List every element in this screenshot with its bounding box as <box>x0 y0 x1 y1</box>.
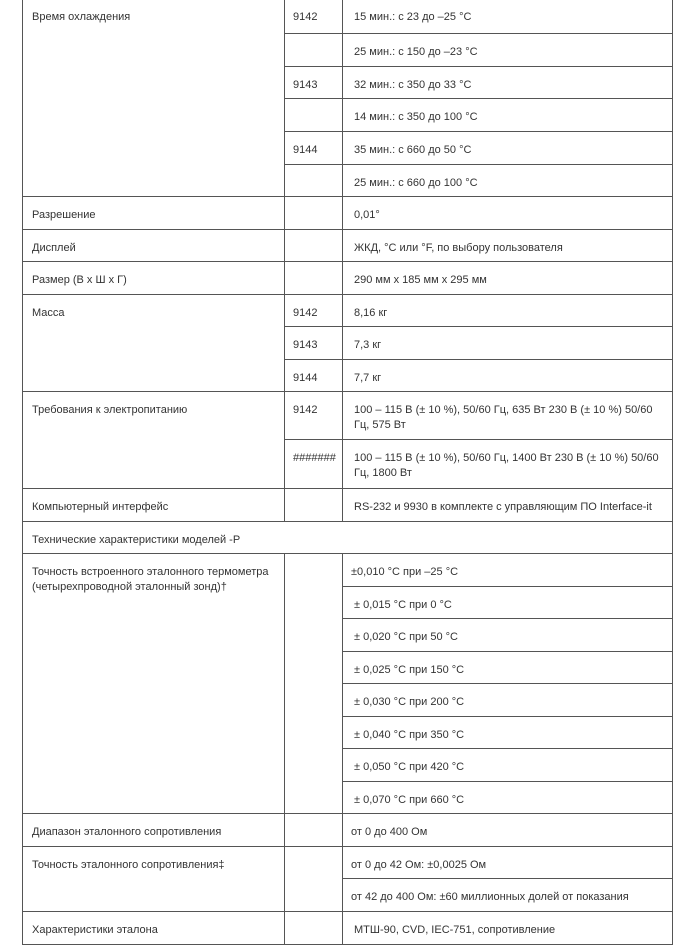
accuracy-value: ± 0,070 °C при 660 °C <box>354 794 465 806</box>
value-cell <box>343 34 673 67</box>
value-cell <box>343 0 673 34</box>
value-cell <box>343 912 673 945</box>
model-cell <box>285 34 343 67</box>
model-hash: ####### <box>293 452 336 464</box>
cooling-value: 32 мин.: с 350 до 33 °C <box>354 79 472 91</box>
mass-value: 7,7 кг <box>354 372 382 384</box>
label-cell <box>23 230 285 262</box>
model-9142: 9142 <box>293 404 318 416</box>
value-cell <box>343 879 673 912</box>
value-cell <box>343 327 673 360</box>
label-cell <box>23 262 285 295</box>
interface-label: Компьютерный интерфейс <box>32 501 169 513</box>
value-cell <box>343 782 673 814</box>
model-cell <box>285 554 343 814</box>
value-cell <box>343 67 673 99</box>
cooling-value: 14 мин.: с 350 до 100 °C <box>354 111 478 123</box>
table-row <box>23 392 673 440</box>
cooling-value: 25 мин.: с 150 до –23 °C <box>354 46 478 58</box>
size-value: 290 мм x 185 мм x 295 мм <box>354 274 487 286</box>
model-cell <box>285 230 343 262</box>
value-cell <box>343 587 673 619</box>
power-value: 100 – 115 В (± 10 %), 50/60 Гц, 1400 Вт 230 В (± 10 %) 50/60 Гц, 1800 Вт <box>354 452 659 479</box>
value-cell <box>343 262 673 295</box>
value-cell <box>343 440 673 489</box>
mass-value: 7,3 кг <box>354 339 382 351</box>
cooling-label-cell <box>23 0 285 197</box>
value-cell <box>343 165 673 197</box>
model-cell <box>285 392 343 440</box>
accuracy-value: ± 0,030 °C при 200 °C <box>354 696 465 708</box>
value-cell <box>343 392 673 440</box>
model-cell <box>285 262 343 295</box>
value-cell <box>343 295 673 327</box>
res-range-value: от 0 до 400 Ом <box>351 826 428 838</box>
model-cell <box>285 0 343 34</box>
table-row <box>23 814 673 847</box>
label-cell <box>23 814 285 847</box>
spec-table-wrapper <box>22 0 672 945</box>
accuracy-value: ±0,010 °C при –25 °C <box>351 566 459 578</box>
value-cell <box>343 814 673 847</box>
spec-table <box>22 0 673 945</box>
model-cell <box>285 440 343 489</box>
accuracy-value: ± 0,020 °C при 50 °C <box>354 631 458 643</box>
value-cell <box>343 360 673 392</box>
table-row <box>23 847 673 879</box>
label-cell <box>23 197 285 230</box>
mass-label: Масса <box>32 307 65 319</box>
value-cell <box>343 554 673 587</box>
res-accuracy-label: Точность эталонного сопротивления‡ <box>32 859 225 871</box>
table-row <box>23 230 673 262</box>
res-accuracy-label-cell <box>23 847 285 912</box>
value-cell <box>343 619 673 652</box>
ref-char-label: Характеристики эталона <box>32 924 158 936</box>
model-cell <box>285 67 343 99</box>
mass-label-cell <box>23 295 285 392</box>
accuracy-value: ± 0,025 °C при 150 °C <box>354 664 465 676</box>
label-cell <box>23 489 285 522</box>
value-cell <box>343 132 673 165</box>
value-cell <box>343 749 673 782</box>
ref-accuracy-label-cell <box>23 554 285 814</box>
model-9144: 9144 <box>293 144 318 156</box>
power-label-cell <box>23 392 285 489</box>
ref-char-value: МТШ-90, CVD, IEC-751, сопротивление <box>354 924 556 936</box>
model-9142: 9142 <box>293 307 318 319</box>
res-accuracy-value: от 0 до 42 Ом: ±0,0025 Ом <box>351 859 487 871</box>
table-row <box>23 522 673 554</box>
res-range-label: Диапазон эталонного сопротивления <box>32 826 222 838</box>
table-row <box>23 295 673 327</box>
cooling-value: 25 мин.: с 660 до 100 °C <box>354 177 478 189</box>
table-row <box>23 554 673 587</box>
table-row <box>23 262 673 295</box>
size-label: Размер (В x Ш x Г) <box>32 274 127 286</box>
label-cell <box>23 912 285 945</box>
display-value: ЖКД, °C или °F, по выбору пользователя <box>354 242 563 254</box>
model-9142: 9142 <box>293 11 318 23</box>
accuracy-value: ± 0,040 °C при 350 °C <box>354 729 465 741</box>
accuracy-value: ± 0,015 °C при 0 °C <box>354 599 452 611</box>
resolution-value: 0,01° <box>354 209 380 221</box>
model-cell <box>285 360 343 392</box>
table-row <box>23 912 673 945</box>
model-cell <box>285 132 343 165</box>
model-cell <box>285 99 343 132</box>
table-row <box>23 489 673 522</box>
table-row <box>23 197 673 230</box>
value-cell <box>343 847 673 879</box>
model-9143: 9143 <box>293 79 318 91</box>
model-9143: 9143 <box>293 339 318 351</box>
cooling-value: 35 мин.: с 660 до 50 °C <box>354 144 472 156</box>
value-cell <box>343 684 673 717</box>
model-cell <box>285 814 343 847</box>
value-cell <box>343 717 673 749</box>
model-cell <box>285 912 343 945</box>
value-cell <box>343 230 673 262</box>
power-value: 100 – 115 В (± 10 %), 50/60 Гц, 635 Вт 230 В (± 10 %) 50/60 Гц, 575 Вт <box>354 404 653 431</box>
value-cell <box>343 99 673 132</box>
value-cell <box>343 197 673 230</box>
section-heading-cell <box>23 522 673 554</box>
model-cell <box>285 197 343 230</box>
model-cell <box>285 295 343 327</box>
accuracy-value: ± 0,050 °C при 420 °C <box>354 761 465 773</box>
model-cell <box>285 327 343 360</box>
model-cell <box>285 165 343 197</box>
cooling-value: 15 мин.: с 23 до –25 °C <box>354 11 472 23</box>
section-heading: Технические характеристики моделей -P <box>32 534 241 546</box>
ref-accuracy-label: Точность встроенного эталонного термометра (четырехпроводной эталонный зонд)† <box>32 566 269 593</box>
resolution-label: Разрешение <box>32 209 96 221</box>
value-cell <box>343 489 673 522</box>
mass-value: 8,16 кг <box>354 307 388 319</box>
model-cell <box>285 489 343 522</box>
cooling-label: Время охлаждения <box>32 11 131 23</box>
model-cell <box>285 847 343 912</box>
display-label: Дисплей <box>32 242 76 254</box>
interface-value: RS-232 и 9930 в комплекте с управляющим ПО Interface-it <box>354 501 652 513</box>
model-9144: 9144 <box>293 372 318 384</box>
power-label: Требования к электропитанию <box>32 404 188 416</box>
res-accuracy-value: от 42 до 400 Ом: ±60 миллионных долей от показания <box>351 891 629 903</box>
value-cell <box>343 652 673 684</box>
table-row <box>23 0 673 34</box>
